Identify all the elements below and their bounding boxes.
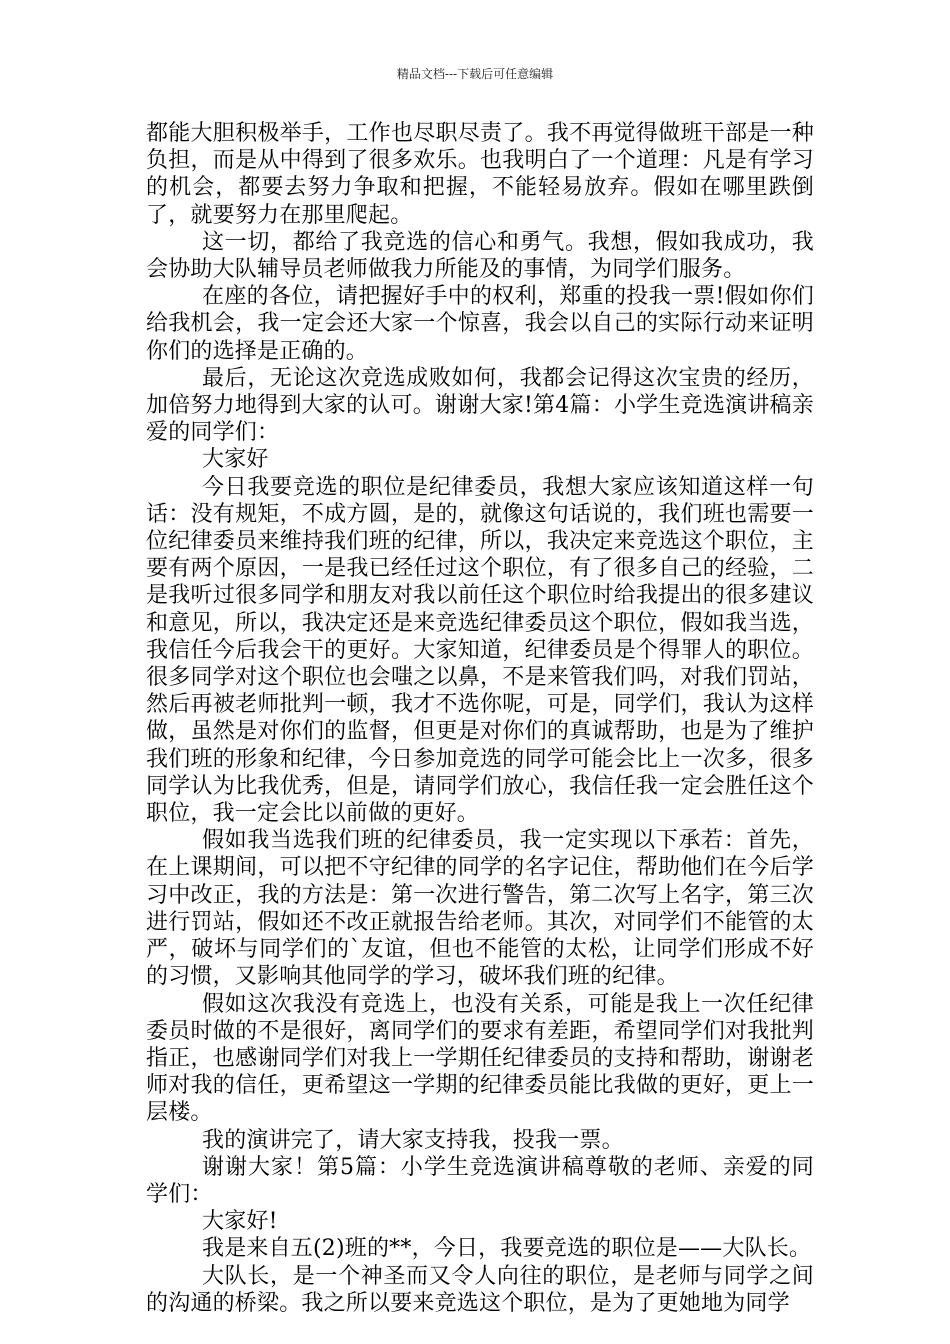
paragraph: 我是来自五(2)班的**，今日，我要竞选的职位是——大队长。 [202, 1236, 812, 1262]
paragraph: 大家好 [202, 447, 269, 473]
page-header: 精品文档---下载后可任意编辑 [396, 67, 554, 81]
paragraph: 今日我要竞选的职位是纪律委员，我想大家应该知道这样一句话：没有规矩，不成方圆，是的，就像这句话说的，我们班也需要一位纪律委员来维持我们班的纪律，所以，我决定来竞选这个职位，主要有两个原因，一是我已经任过这个职位，有了很多自己的经验，二是我听过很多同学和朋友对我以前任这个职位时给我提出的很多建议和意见，所以，我决定还是来竞选纪律委员这个职位，假如我当选，我信任今后我会干的更好。大家知道，纪律委员是个得罪人的职位。很多同学对这个职位也会嗤之以鼻，不是来管我们吗，对我们罚站，然后再被老师批判一顿，我才不选你呢，可是，同学们，我认为这样做，虽然是对你们的监督，但更是对你们的真诚帮助，也是为了维护我们班的形象和纪律，今日参加竞选的同学可能会比上一次多，很多同学认为比我优秀，但是，请同学们放心，我信任我一定会胜任这个职位，我一定会比以前做的更好。 [146, 474, 814, 827]
paragraph: 假如这次我没有竞选上，也没有关系，可能是我上一次任纪律委员时做的不是很好，离同学们的要求有差距，希望同学们对我批判指正，也感谢同学们对我上一学期任纪律委员的支持和帮助，谢谢老师对我的信任，更希望这一学期的纪律委员能比我做的更好，更上一层楼。 [146, 991, 814, 1126]
paragraph: 大队长，是一个神圣而又令人向往的职位，是老师与同学之间的沟通的桥梁。我之所以要来竞选这个职位，是为了更她地为同学 [146, 1263, 814, 1316]
paragraph: 最后，无论这次竞选成败如何，我都会记得这次宝贵的经历，加倍努力地得到大家的认可。谢谢大家!第4篇：小学生竞选演讲稿亲爱的同学们： [146, 365, 814, 446]
paragraph: 都能大胆积极举手，工作也尽职尽责了。我不再觉得做班干部是一种负担，而是从中得到了很多欢乐。也我明白了一个道理：凡是有学习的机会，都要去努力争取和把握，不能轻易放弃。假如在哪里跌倒了，就要努力在那里爬起。 [146, 121, 814, 228]
paragraph: 谢谢大家！第5篇：小学生竞选演讲稿尊敬的老师、亲爱的同学们： [146, 1154, 814, 1207]
paragraph: 假如我当选我们班的纪律委员，我一定实现以下承若：首先，在上课期间，可以把不守纪律的同学的名字记住，帮助他们在今后学习中改正，我的方法是：第一次进行警告，第二次写上名字，第三次进行罚站，假如还不改正就报告给老师。其次，对同学们不能管的太严，破坏与同学们的`友谊，但也不能管的太松，让同学们形成不好的习惯，又影响其他同学的学习，破坏我们班的纪律。 [146, 828, 814, 990]
paragraph: 我的演讲完了，请大家支持我，投我一票。 [202, 1127, 624, 1153]
document-body [146, 120, 814, 1317]
paragraph: 这一切，都给了我竞选的信心和勇气。我想，假如我成功，我会协助大队辅导员老师做我力所能及的事情，为同学们服务。 [146, 229, 814, 283]
paragraph: 在座的各位，请把握好手中的权利，郑重的投我一票!假如你们给我机会，我一定会还大家一个惊喜，我会以自己的实际行动来证明你们的选择是正确的。 [146, 284, 814, 364]
paragraph: 大家好! [202, 1209, 278, 1235]
